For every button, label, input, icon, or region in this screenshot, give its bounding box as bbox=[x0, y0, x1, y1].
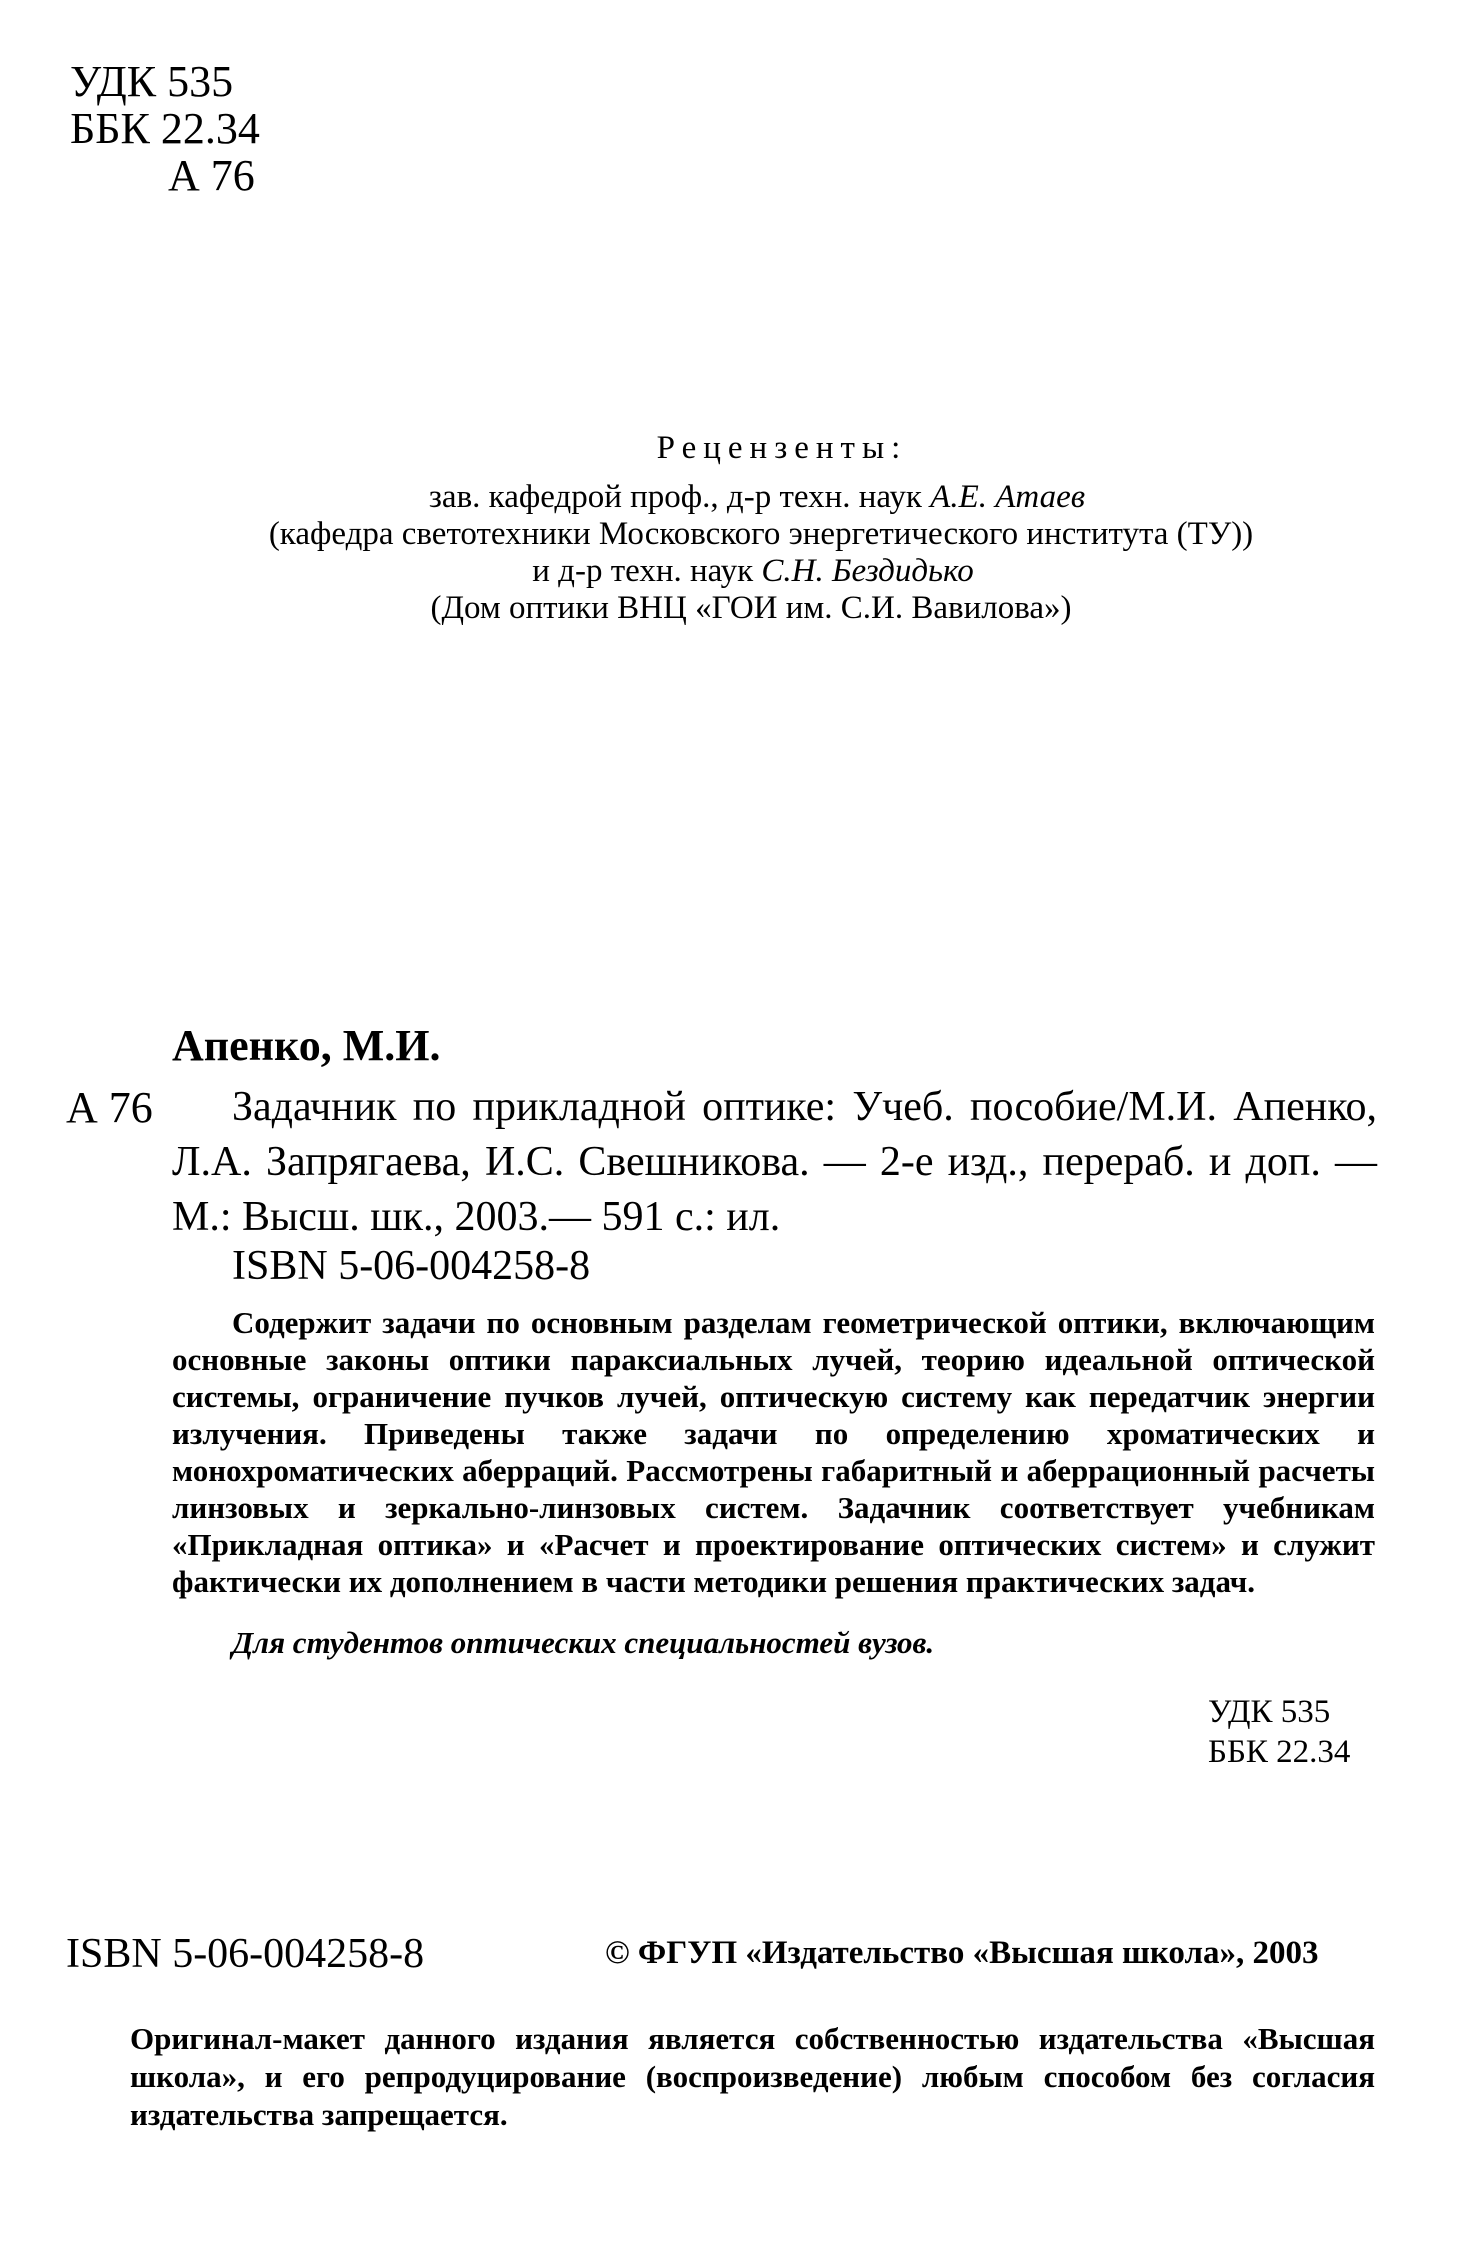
reviewer-2-title: и д-р техн. наук bbox=[532, 553, 762, 589]
reviewer-2-affiliation: (Дом оптики ВНЦ «ГОИ им. С.И. Вавилова») bbox=[430, 590, 1072, 626]
reviewers-heading: Рецензенты: bbox=[656, 430, 908, 466]
top-classification-codes bbox=[70, 58, 260, 199]
catalog-isbn: ISBN 5-06-004258-8 bbox=[232, 1243, 591, 1289]
reviewer-1-title: зав. кафедрой проф., д-р техн. наук bbox=[428, 479, 931, 515]
reviewer-1-affiliation: (кафедра светотехники Московского энергетического института (ТУ)) bbox=[268, 516, 1254, 552]
reviewer-1-line bbox=[50, 479, 1464, 516]
reviewer-2-line bbox=[42, 553, 1464, 590]
catalog-citation: Задачник по прикладной оптике: Учеб. пособие/М.И. Апенко, Л.А. Запрягаева, И.С. Свешникова. — 2-е изд., перераб. и доп. — М.: Высш. шк., 2003.— 591 с.: ил. bbox=[172, 1084, 1377, 1240]
top-author-mark: А 76 bbox=[168, 151, 255, 200]
top-udk-code: УДК 535 bbox=[70, 57, 234, 106]
catalog-author: Апенко, М.И. bbox=[172, 1021, 441, 1070]
catalog-audience: Для студентов оптических специальностей вузов. bbox=[232, 1625, 935, 1660]
reviewer-2-name: С.Н. Бездидько bbox=[761, 553, 974, 589]
footer-copyright-notice: Оригинал-макет данного издания является собственностью издательства «Высшая школа», и его репродуцирование (воспроизведение) любым способом без согласия издательства запрещается. bbox=[130, 2021, 1375, 2132]
catalog-code: А 76 bbox=[66, 1083, 153, 1132]
catalog-abstract: Содержит задачи по основным разделам геометрической оптики, включающим основные законы оптики параксиальных лучей, теорию идеальной оптической системы, ограничение пучков лучей, оптическую систему как передатчик энергии излучения. Приведены также задачи по определению хроматических и монохроматических аберраций. Рассмотрены габаритный и аберрационный расчеты линзовых и зеркально-линзовых систем. Задачник соответствует учебникам «Прикладная оптика» и «Расчет и проектирование оптических систем» и служит фактически их дополнением в части методики решения практических задач. bbox=[172, 1305, 1375, 1599]
top-bbk-code: ББК 22.34 bbox=[70, 104, 260, 153]
bottom-classification-codes bbox=[1208, 1692, 1350, 1772]
reviewers-block bbox=[0, 430, 1464, 627]
footer-isbn: ISBN 5-06-004258-8 bbox=[66, 1931, 425, 1977]
bottom-udk-code: УДК 535 bbox=[1208, 1694, 1331, 1730]
reviewer-1-name: А.Е. Атаев bbox=[930, 479, 1086, 515]
footer-copyright: © ФГУП «Издательство «Высшая школа», 2003 bbox=[605, 1935, 1319, 1971]
bottom-bbk-code: ББК 22.34 bbox=[1208, 1734, 1351, 1770]
